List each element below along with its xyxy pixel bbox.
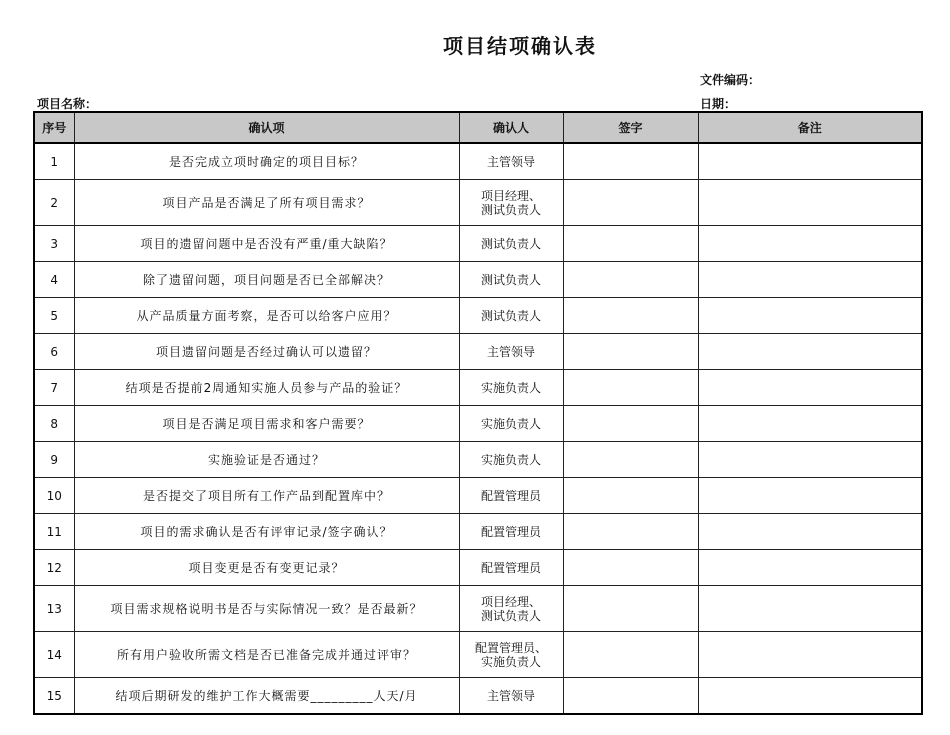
signature-cell[interactable] (563, 406, 698, 442)
row-number: 7 (34, 370, 74, 406)
confirmation-item: 项目产品是否满足了所有项目需求？ (74, 180, 459, 226)
confirmation-item: 实施验证是否通过？ (74, 442, 459, 478)
confirmation-item: 结项是否提前2周通知实施人员参与产品的验证？ (74, 370, 459, 406)
row-number: 5 (34, 298, 74, 334)
remark-cell[interactable] (698, 262, 922, 298)
table-row (34, 514, 922, 550)
signature-cell[interactable] (563, 550, 698, 586)
signature-cell[interactable] (563, 632, 698, 678)
header-item: 确认项 (74, 112, 459, 143)
signature-cell[interactable] (563, 334, 698, 370)
row-number: 2 (34, 180, 74, 226)
header-signature: 签字 (563, 112, 698, 143)
row-number: 6 (34, 334, 74, 370)
confirmation-item: 项目的遗留问题中是否没有严重/重大缺陷？ (74, 226, 459, 262)
date-label: 日期： (700, 97, 737, 111)
signature-cell[interactable] (563, 514, 698, 550)
confirmer: 配置管理员 (459, 550, 563, 586)
remark-cell[interactable] (698, 550, 922, 586)
row-number: 1 (34, 143, 74, 180)
row-number: 4 (34, 262, 74, 298)
row-number: 12 (34, 550, 74, 586)
confirmer: 配置管理员 (459, 478, 563, 514)
table-row (34, 632, 922, 678)
remark-cell[interactable] (698, 442, 922, 478)
confirmer: 主管领导 (459, 678, 563, 715)
header-remark: 备注 (698, 112, 922, 143)
signature-cell[interactable] (563, 143, 698, 180)
signature-cell[interactable] (563, 298, 698, 334)
confirmer: 实施负责人 (459, 406, 563, 442)
table-row (34, 334, 922, 370)
row-number: 14 (34, 632, 74, 678)
confirmer: 项目经理、 测试负责人 (459, 180, 563, 226)
signature-cell[interactable] (563, 478, 698, 514)
table-row (34, 678, 922, 715)
remark-cell[interactable] (698, 632, 922, 678)
row-number: 9 (34, 442, 74, 478)
project-name-label: 项目名称： (37, 97, 98, 111)
file-code-label: 文件编码： (700, 73, 761, 87)
table-row (34, 143, 922, 180)
signature-cell[interactable] (563, 586, 698, 632)
table-header-row (34, 112, 922, 143)
confirmation-item: 结项后期研发的维护工作大概需要_________人天/月 (74, 678, 459, 715)
confirmer: 主管领导 (459, 143, 563, 180)
remark-cell[interactable] (698, 298, 922, 334)
confirmer: 测试负责人 (459, 226, 563, 262)
table-row (34, 478, 922, 514)
page-title: 项目结项确认表 (443, 34, 597, 58)
signature-cell[interactable] (563, 226, 698, 262)
table-row (34, 406, 922, 442)
confirmer: 配置管理员、 实施负责人 (459, 632, 563, 678)
remark-cell[interactable] (698, 226, 922, 262)
confirmer: 测试负责人 (459, 262, 563, 298)
remark-cell[interactable] (698, 406, 922, 442)
confirmer: 配置管理员 (459, 514, 563, 550)
table-row (34, 442, 922, 478)
table-row (34, 586, 922, 632)
table-row (34, 262, 922, 298)
confirmation-item: 项目遗留问题是否经过确认可以遗留？ (74, 334, 459, 370)
header-person: 确认人 (459, 112, 563, 143)
row-number: 10 (34, 478, 74, 514)
confirmation-item: 所有用户验收所需文档是否已准备完成并通过评审？ (74, 632, 459, 678)
confirmation-item: 项目的需求确认是否有评审记录/签字确认？ (74, 514, 459, 550)
signature-cell[interactable] (563, 678, 698, 715)
confirmation-item: 项目是否满足项目需求和客户需要？ (74, 406, 459, 442)
confirmation-item: 是否提交了项目所有工作产品到配置库中？ (74, 478, 459, 514)
row-number: 11 (34, 514, 74, 550)
confirmer: 主管领导 (459, 334, 563, 370)
confirmation-item: 项目需求规格说明书是否与实际情况一致？是否最新？ (74, 586, 459, 632)
row-number: 8 (34, 406, 74, 442)
header-no: 序号 (34, 112, 74, 143)
confirmer: 测试负责人 (459, 298, 563, 334)
remark-cell[interactable] (698, 334, 922, 370)
table-row (34, 180, 922, 226)
remark-cell[interactable] (698, 586, 922, 632)
row-number: 13 (34, 586, 74, 632)
table-row (34, 298, 922, 334)
confirmation-item: 从产品质量方面考察，是否可以给客户应用？ (74, 298, 459, 334)
confirmation-item: 项目变更是否有变更记录？ (74, 550, 459, 586)
confirmation-table (33, 111, 923, 715)
remark-cell[interactable] (698, 143, 922, 180)
signature-cell[interactable] (563, 180, 698, 226)
confirmer: 项目经理、 测试负责人 (459, 586, 563, 632)
table-row (34, 226, 922, 262)
confirmation-item: 除了遗留问题，项目问题是否已全部解决？ (74, 262, 459, 298)
confirmation-item: 是否完成立项时确定的项目目标？ (74, 143, 459, 180)
remark-cell[interactable] (698, 370, 922, 406)
signature-cell[interactable] (563, 262, 698, 298)
confirmer: 实施负责人 (459, 370, 563, 406)
signature-cell[interactable] (563, 370, 698, 406)
remark-cell[interactable] (698, 478, 922, 514)
row-number: 15 (34, 678, 74, 715)
remark-cell[interactable] (698, 678, 922, 715)
remark-cell[interactable] (698, 180, 922, 226)
row-number: 3 (34, 226, 74, 262)
table-row (34, 370, 922, 406)
table-row (34, 550, 922, 586)
confirmer: 实施负责人 (459, 442, 563, 478)
signature-cell[interactable] (563, 442, 698, 478)
remark-cell[interactable] (698, 514, 922, 550)
